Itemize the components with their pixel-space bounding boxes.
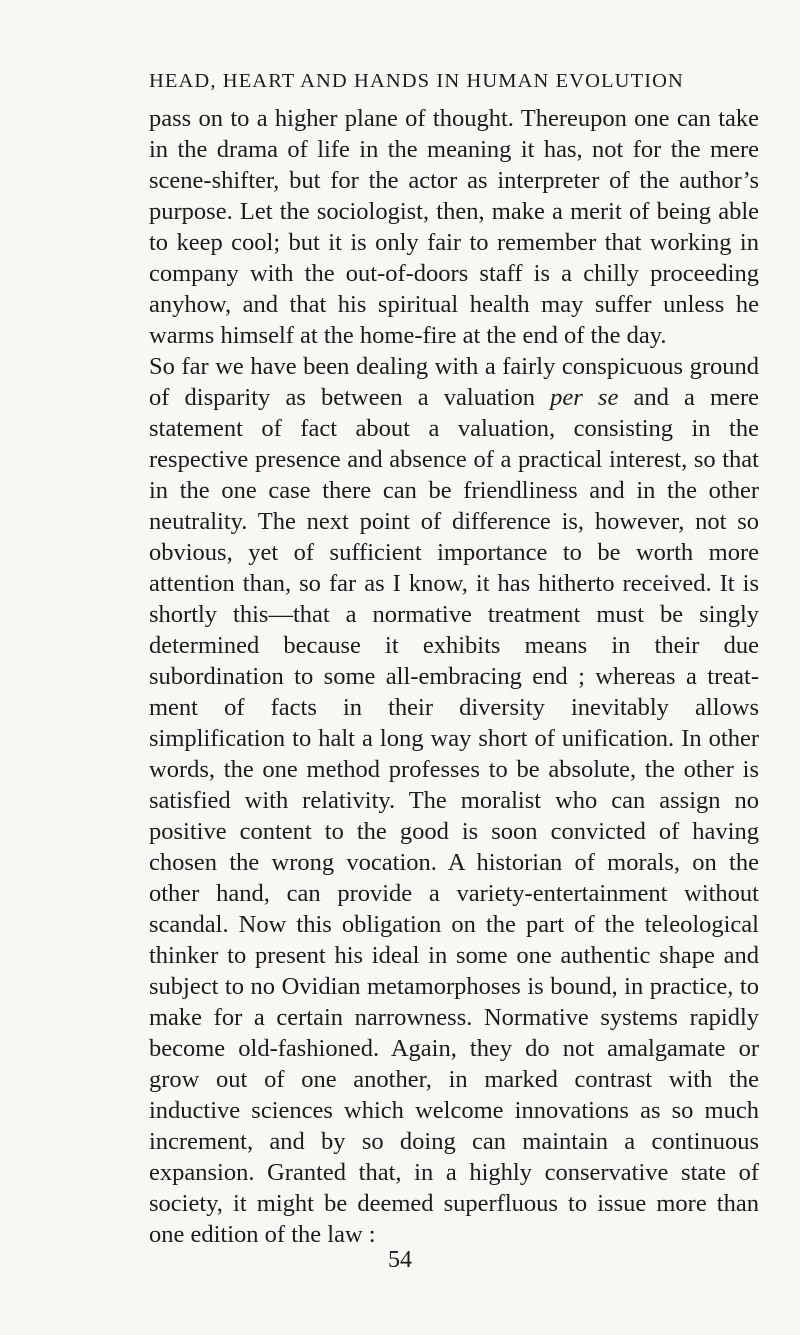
page-number: 54 <box>388 1247 412 1273</box>
paragraph-2-text-b: and a mere statement of fact about a valuation, consisting in the respective presence and absence of a practical interest, so that in the one case there can be friendliness and in the other neutrality. The next point of difference is, however, not so obvious, yet of sufficient importance to be worth more attention than, so far as I know, it has hitherto received. It is shortly this—that a normative treatment must be singly determined because it exhibits means in their due subordination to some all-embracing end ; whereas a treatment of facts in their diversity inevitably allows simplification to halt a long way short of unification. In other words, the one method professes to be absolute, the other is satisfied with relativity. The moralist who can assign no positive content to the good is soon convicted of having chosen the wrong vocation. A historian of morals, on the other hand, can provide a variety-entertainment without scandal. Now this obligation on the part of the teleological thinker to present his ideal in some one authentic shape and subject to no Ovidian metamorphoses is bound, in practice, to make for a certain narrowness. Normative systems rapidly become old-fashioned. Again, they do not amalgamate or grow out of one another, in marked contrast with the inductive sciences which welcome innovations as so much increment, and by so doing can maintain a continuous expansion. Granted that, in a highly conservative state of society, it might be deemed superfluous to issue more than one edition of the law : <box>149 384 759 1248</box>
italic-per-se: per se <box>550 384 619 411</box>
paragraph-2 <box>149 351 759 1250</box>
running-head: HEAD, HEART AND HANDS IN HUMAN EVOLUTION <box>149 70 684 92</box>
body-text <box>149 103 759 1250</box>
paragraph-2-text-a: So far we have been dealing with a fairly conspicuous ground of disparity as between a valuation <box>149 353 759 411</box>
paragraph-1-text: pass on to a higher plane of thought. Thereupon one can take in the drama of life in the meaning it has, not for the mere scene-shifter, but for the actor as interpreter of the author’s purpose. Let the sociologist, then, make a merit of being able to keep cool; but it is only fair to remember that working in company with the out-of-doors staff is a chilly proceeding anyhow, and that his spiritual health may suffer unless he warms himself at the home-fire at the end of the day. <box>149 105 759 349</box>
paragraph-1 <box>149 103 759 351</box>
